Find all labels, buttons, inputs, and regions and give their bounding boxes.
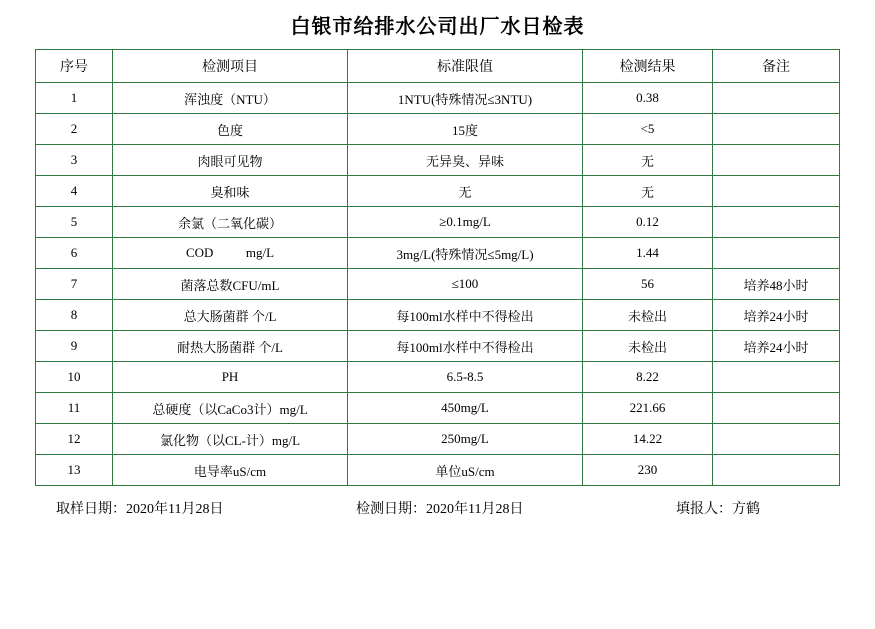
cell-limit: 每100ml水样中不得检出: [348, 300, 583, 331]
cell-limit: 6.5-8.5: [348, 362, 583, 393]
table-row: [36, 207, 840, 238]
cell-limit: 250mg/L: [348, 424, 583, 455]
cell-result: <5: [583, 114, 713, 145]
cell-no: 12: [36, 424, 113, 455]
cell-result: 未检出: [583, 300, 713, 331]
table-row: [36, 269, 840, 300]
cell-item: 氯化物（以CL-计）mg/L: [113, 424, 348, 455]
table-header-row: [36, 50, 840, 83]
cell-result: 14.22: [583, 424, 713, 455]
cell-limit: 15度: [348, 114, 583, 145]
cell-remark: [713, 145, 840, 176]
cell-remark: 培养24小时: [713, 300, 840, 331]
cell-remark: 培养48小时: [713, 269, 840, 300]
cell-result: 无: [583, 176, 713, 207]
column-header-limit: 标准限值: [348, 50, 583, 83]
cell-remark: [713, 393, 840, 424]
cell-limit: ≤100: [348, 269, 583, 300]
cell-item: 肉眼可见物: [113, 145, 348, 176]
cell-item: 色度: [113, 114, 348, 145]
table-header: [36, 50, 840, 83]
cell-item: 余氯（二氧化碳）: [113, 207, 348, 238]
cell-limit: 每100ml水样中不得检出: [348, 331, 583, 362]
cell-no: 5: [36, 207, 113, 238]
cell-result: 未检出: [583, 331, 713, 362]
cell-limit: 无: [348, 176, 583, 207]
table-row: [36, 424, 840, 455]
cell-remark: [713, 238, 840, 269]
cell-no: 1: [36, 83, 113, 114]
sample-date: 取样日期：2020年11月28日: [56, 502, 224, 517]
column-header-remark: 备注: [713, 50, 840, 83]
cell-no: 4: [36, 176, 113, 207]
cell-limit: 无异臭、异味: [348, 145, 583, 176]
cell-no: 3: [36, 145, 113, 176]
reporter-name: 填报人：方鹤: [676, 502, 760, 517]
test-date: 检测日期：2020年11月28日: [356, 502, 524, 517]
table-row: [36, 145, 840, 176]
table-row: [36, 331, 840, 362]
table-row: [36, 362, 840, 393]
table-row: [36, 455, 840, 486]
cell-limit: 单位uS/cm: [348, 455, 583, 486]
cell-limit: ≥0.1mg/L: [348, 207, 583, 238]
cell-item: 总硬度（以CaCo3计）mg/L: [113, 393, 348, 424]
cell-remark: [713, 424, 840, 455]
cell-item: 耐热大肠菌群 个/L: [113, 331, 348, 362]
cell-remark: [713, 83, 840, 114]
cell-no: 13: [36, 455, 113, 486]
cell-remark: [713, 207, 840, 238]
cell-remark: 培养24小时: [713, 331, 840, 362]
cell-item: 臭和味: [113, 176, 348, 207]
cell-no: 8: [36, 300, 113, 331]
table-body: [36, 83, 840, 486]
cell-result: 230: [583, 455, 713, 486]
column-header-result: 检测结果: [583, 50, 713, 83]
table-row: [36, 393, 840, 424]
cell-result: 8.22: [583, 362, 713, 393]
cell-item: PH: [113, 362, 348, 393]
column-header-no: 序号: [36, 50, 113, 83]
cell-result: 0.38: [583, 83, 713, 114]
cell-item: 总大肠菌群 个/L: [113, 300, 348, 331]
cell-result: 无: [583, 145, 713, 176]
cell-remark: [713, 176, 840, 207]
cell-no: 9: [36, 331, 113, 362]
cell-result: 1.44: [583, 238, 713, 269]
cell-no: 11: [36, 393, 113, 424]
cell-result: 0.12: [583, 207, 713, 238]
cell-limit: 450mg/L: [348, 393, 583, 424]
water-quality-table: [35, 49, 840, 486]
cell-limit: 3mg/L(特殊情况≤5mg/L): [348, 238, 583, 269]
cell-remark: [713, 455, 840, 486]
cell-no: 2: [36, 114, 113, 145]
cell-remark: [713, 362, 840, 393]
cell-item: 浑浊度（NTU）: [113, 83, 348, 114]
cell-no: 7: [36, 269, 113, 300]
cell-remark: [713, 114, 840, 145]
cell-no: 10: [36, 362, 113, 393]
document-footer: [48, 486, 827, 518]
column-header-item: 检测项目: [113, 50, 348, 83]
cell-item: 菌落总数CFU/mL: [113, 269, 348, 300]
cell-item: 电导率uS/cm: [113, 455, 348, 486]
page-title: 白银市给排水公司出厂水日检表: [290, 16, 585, 38]
cell-no: 6: [36, 238, 113, 269]
table-row: [36, 238, 840, 269]
table-row: [36, 114, 840, 145]
cell-result: 56: [583, 269, 713, 300]
table-row: [36, 176, 840, 207]
cell-result: 221.66: [583, 393, 713, 424]
cell-limit: 1NTU(特殊情况≤3NTU): [348, 83, 583, 114]
table-row: [36, 300, 840, 331]
cell-item: COD mg/L: [113, 238, 348, 269]
table-row: [36, 83, 840, 114]
